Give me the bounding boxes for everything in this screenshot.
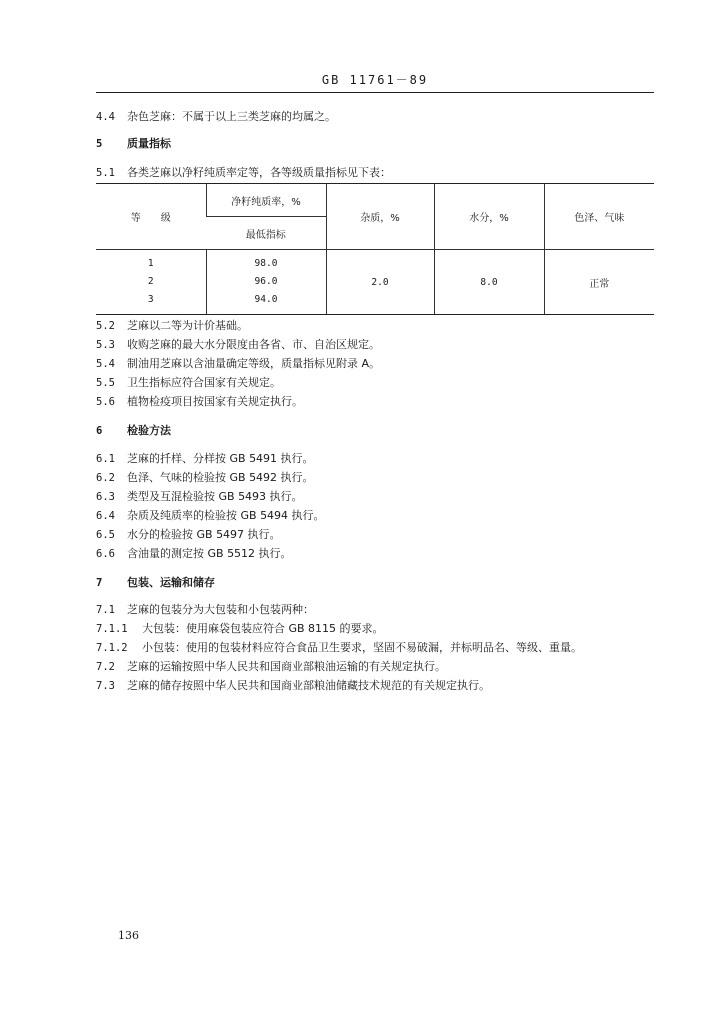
- clause-number: 5.5: [96, 377, 115, 389]
- header-impurity: 杂质，%: [326, 184, 434, 250]
- quality-grade-table: [96, 183, 654, 315]
- clause-number: 7.1.2: [96, 642, 128, 654]
- section-6-heading: [96, 424, 171, 438]
- grade-value: 2: [147, 276, 154, 287]
- clause-5-3: [96, 338, 380, 352]
- header-purity: 净籽纯质率，%: [206, 184, 326, 217]
- header-grade: 等 级: [96, 184, 206, 250]
- clause-text: 水分的检验按 GB 5497 执行。: [127, 528, 281, 541]
- clause-number: 5.6: [96, 396, 115, 408]
- clause-text: 杂质及纯质率的检验按 GB 5494 执行。: [127, 509, 325, 522]
- clause-number: 4.4: [96, 111, 115, 123]
- clause-6-1: [96, 452, 314, 466]
- clause-5-5: [96, 376, 281, 390]
- section-number: 6: [96, 425, 103, 437]
- clause-6-2: [96, 471, 314, 485]
- clause-text: 卫生指标应符合国家有关规定。: [127, 376, 281, 389]
- grade-value: 1: [147, 258, 154, 269]
- clause-5-2: [96, 319, 248, 333]
- header-color-odor: 色泽、气味: [544, 184, 654, 250]
- header-moisture: 水分，%: [434, 184, 544, 250]
- clause-5-4: [96, 357, 380, 371]
- section-title: 包装、运输和储存: [127, 576, 215, 589]
- clause-text: 芝麻的扦样、分样按 GB 5491 执行。: [127, 452, 314, 465]
- clause-7-1-1: [96, 622, 384, 636]
- clause-text: 植物检疫项目按国家有关规定执行。: [127, 395, 303, 408]
- clause-number: 5.1: [96, 167, 115, 179]
- clause-number: 7.2: [96, 661, 115, 673]
- clause-number: 5.3: [96, 339, 115, 351]
- purity-value: 94.0: [254, 294, 278, 305]
- header-purity-minimum: 最低指标: [206, 217, 326, 250]
- clause-number: 7.1.1: [96, 623, 128, 635]
- clause-text: 芝麻的运输按照中华人民共和国商业部粮油运输的有关规定执行。: [127, 660, 446, 673]
- clause-number: 6.1: [96, 453, 115, 465]
- clause-4-4: [96, 110, 336, 124]
- clause-5-1: [96, 166, 391, 180]
- clause-number: 6.5: [96, 529, 115, 541]
- section-number: 7: [96, 577, 103, 589]
- clause-6-3: [96, 490, 303, 504]
- clause-number: 7.3: [96, 680, 115, 692]
- page-number: 136: [118, 929, 139, 942]
- section-title: 质量指标: [127, 137, 171, 150]
- clause-7-1: [96, 603, 314, 617]
- clause-text: 芝麻的储存按照中华人民共和国商业部粮油储藏技术规范的有关规定执行。: [127, 679, 490, 692]
- purity-cell: [206, 250, 326, 315]
- clause-number: 7.1: [96, 604, 115, 616]
- page-header-standard: GB 11761－89: [321, 73, 429, 87]
- clause-6-5: [96, 528, 281, 542]
- section-title: 检验方法: [127, 424, 171, 437]
- clause-text: 色泽、气味的检验按 GB 5492 执行。: [127, 471, 314, 484]
- clause-7-1-2: [96, 641, 582, 655]
- clause-text: 大包装：使用麻袋包装应符合 GB 8115 的要求。: [142, 622, 384, 635]
- clause-text: 小包装：使用的包装材料应符合食品卫生要求，坚固不易破漏，并标明品名、等级、重量。: [142, 641, 582, 654]
- clause-number: 5.4: [96, 358, 115, 370]
- impurity-value: 2.0: [326, 250, 434, 315]
- moisture-value: 8.0: [434, 250, 544, 315]
- section-5-heading: [96, 137, 171, 151]
- clause-number: 6.3: [96, 491, 115, 503]
- section-number: 5: [96, 138, 103, 150]
- color-odor-value: 正常: [544, 250, 654, 315]
- clause-text: 制油用芝麻以含油量确定等级，质量指标见附录 A。: [127, 357, 381, 370]
- grade-cell: [96, 250, 206, 315]
- purity-value: 98.0: [254, 258, 278, 269]
- header-rule: [96, 92, 654, 93]
- clause-text: 杂色芝麻：不属于以上三类芝麻的均属之。: [127, 110, 336, 123]
- clause-text: 芝麻以二等为计价基础。: [127, 319, 248, 332]
- clause-5-6: [96, 395, 303, 409]
- clause-text: 类型及互混检验按 GB 5493 执行。: [127, 490, 303, 503]
- clause-number: 6.6: [96, 548, 115, 560]
- clause-6-6: [96, 547, 292, 561]
- clause-7-2: [96, 660, 446, 674]
- clause-number: 6.4: [96, 510, 115, 522]
- clause-7-3: [96, 679, 490, 693]
- clause-text: 收购芝麻的最大水分限度由各省、市、自治区规定。: [127, 338, 380, 351]
- clause-6-4: [96, 509, 325, 523]
- clause-text: 各类芝麻以净籽纯质率定等，各等级质量指标见下表：: [127, 166, 391, 179]
- clause-number: 5.2: [96, 320, 115, 332]
- clause-number: 6.2: [96, 472, 115, 484]
- grade-value: 3: [147, 294, 154, 305]
- section-7-heading: [96, 576, 215, 590]
- purity-value: 96.0: [254, 276, 278, 287]
- clause-text: 含油量的测定按 GB 5512 执行。: [127, 547, 292, 560]
- clause-text: 芝麻的包装分为大包装和小包装两种：: [127, 603, 314, 616]
